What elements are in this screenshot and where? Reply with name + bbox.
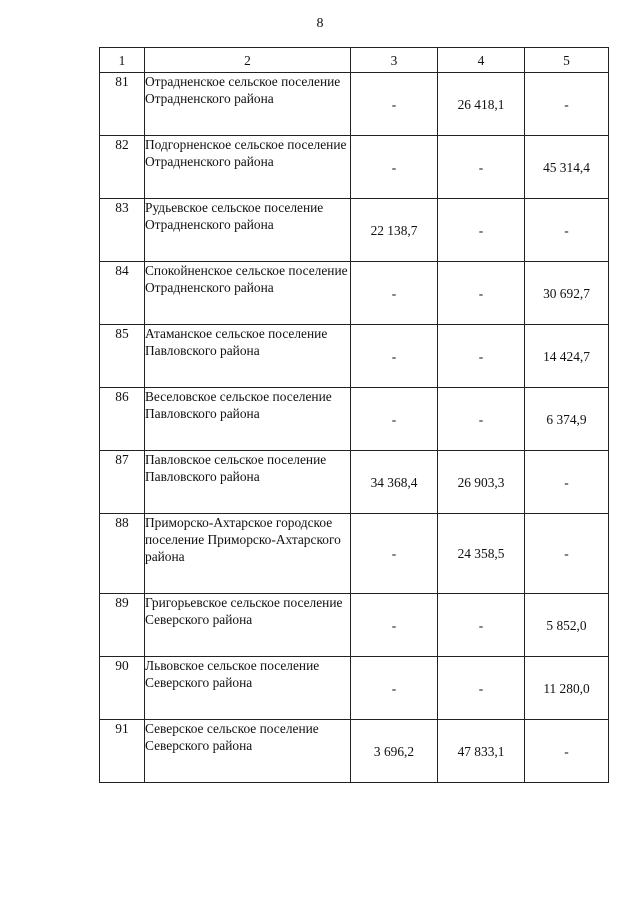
settlement-name: Веселовское сельское поселение Павловского района — [145, 388, 351, 451]
settlement-name: Атаманское сельское поселение Павловского района — [145, 325, 351, 388]
value-col5: - — [525, 514, 609, 594]
row-number: 85 — [100, 325, 145, 388]
header-row — [100, 48, 609, 73]
row-number: 84 — [100, 262, 145, 325]
value-col5: - — [525, 73, 609, 136]
row-number: 82 — [100, 136, 145, 199]
row-number: 86 — [100, 388, 145, 451]
row-number: 91 — [100, 720, 145, 783]
page-number: 8 — [316, 16, 324, 31]
row-number: 87 — [100, 451, 145, 514]
table-row — [100, 73, 609, 136]
value-col4: - — [438, 594, 525, 657]
table-row — [100, 451, 609, 514]
value-col3: - — [351, 388, 438, 451]
value-col5: - — [525, 720, 609, 783]
value-col5: 30 692,7 — [525, 262, 609, 325]
settlement-name: Подгорненское сельское поселение Отрадненского района — [145, 136, 351, 199]
row-number: 89 — [100, 594, 145, 657]
value-col5: 6 374,9 — [525, 388, 609, 451]
table-row — [100, 720, 609, 783]
value-col3: - — [351, 73, 438, 136]
settlement-name: Павловское сельское поселение Павловского района — [145, 451, 351, 514]
value-col4: - — [438, 325, 525, 388]
row-number: 90 — [100, 657, 145, 720]
value-col4: - — [438, 657, 525, 720]
value-col4: 47 833,1 — [438, 720, 525, 783]
settlement-name: Приморско-Ахтарское городское поселение Приморско-Ахтарского района — [145, 514, 351, 594]
value-col3: - — [351, 514, 438, 594]
value-col4: 26 418,1 — [438, 73, 525, 136]
header-cell: 1 — [100, 48, 145, 73]
table-row — [100, 657, 609, 720]
header-cell: 5 — [525, 48, 609, 73]
value-col3: - — [351, 325, 438, 388]
value-col5: 5 852,0 — [525, 594, 609, 657]
table-row — [100, 325, 609, 388]
header-cell: 3 — [351, 48, 438, 73]
value-col4: 26 903,3 — [438, 451, 525, 514]
value-col5: 11 280,0 — [525, 657, 609, 720]
header-cell: 4 — [438, 48, 525, 73]
value-col4: - — [438, 199, 525, 262]
value-col4: - — [438, 262, 525, 325]
value-col3: - — [351, 657, 438, 720]
settlement-name: Северское сельское поселение Северского района — [145, 720, 351, 783]
value-col5: 14 424,7 — [525, 325, 609, 388]
settlement-name: Рудьевское сельское поселение Отрадненского района — [145, 199, 351, 262]
settlement-name: Спокойненское сельское поселение Отрадненского района — [145, 262, 351, 325]
value-col5: 45 314,4 — [525, 136, 609, 199]
value-col3: 34 368,4 — [351, 451, 438, 514]
settlement-name: Львовское сельское поселение Северского района — [145, 657, 351, 720]
value-col3: 22 138,7 — [351, 199, 438, 262]
settlement-name: Григорьевское сельское поселение Северского района — [145, 594, 351, 657]
header-cell: 2 — [145, 48, 351, 73]
row-number: 81 — [100, 73, 145, 136]
value-col3: - — [351, 262, 438, 325]
value-col5: - — [525, 451, 609, 514]
value-col5: - — [525, 199, 609, 262]
table-row — [100, 262, 609, 325]
table-row — [100, 514, 609, 594]
table-row — [100, 594, 609, 657]
value-col3: - — [351, 594, 438, 657]
value-col3: - — [351, 136, 438, 199]
data-table — [99, 47, 609, 783]
row-number: 83 — [100, 199, 145, 262]
table-row — [100, 136, 609, 199]
value-col4: 24 358,5 — [438, 514, 525, 594]
table-row — [100, 388, 609, 451]
value-col4: - — [438, 136, 525, 199]
table-row — [100, 199, 609, 262]
row-number: 88 — [100, 514, 145, 594]
value-col3: 3 696,2 — [351, 720, 438, 783]
table-body — [100, 73, 609, 783]
settlement-name: Отрадненское сельское поселение Отрадненского района — [145, 73, 351, 136]
value-col4: - — [438, 388, 525, 451]
